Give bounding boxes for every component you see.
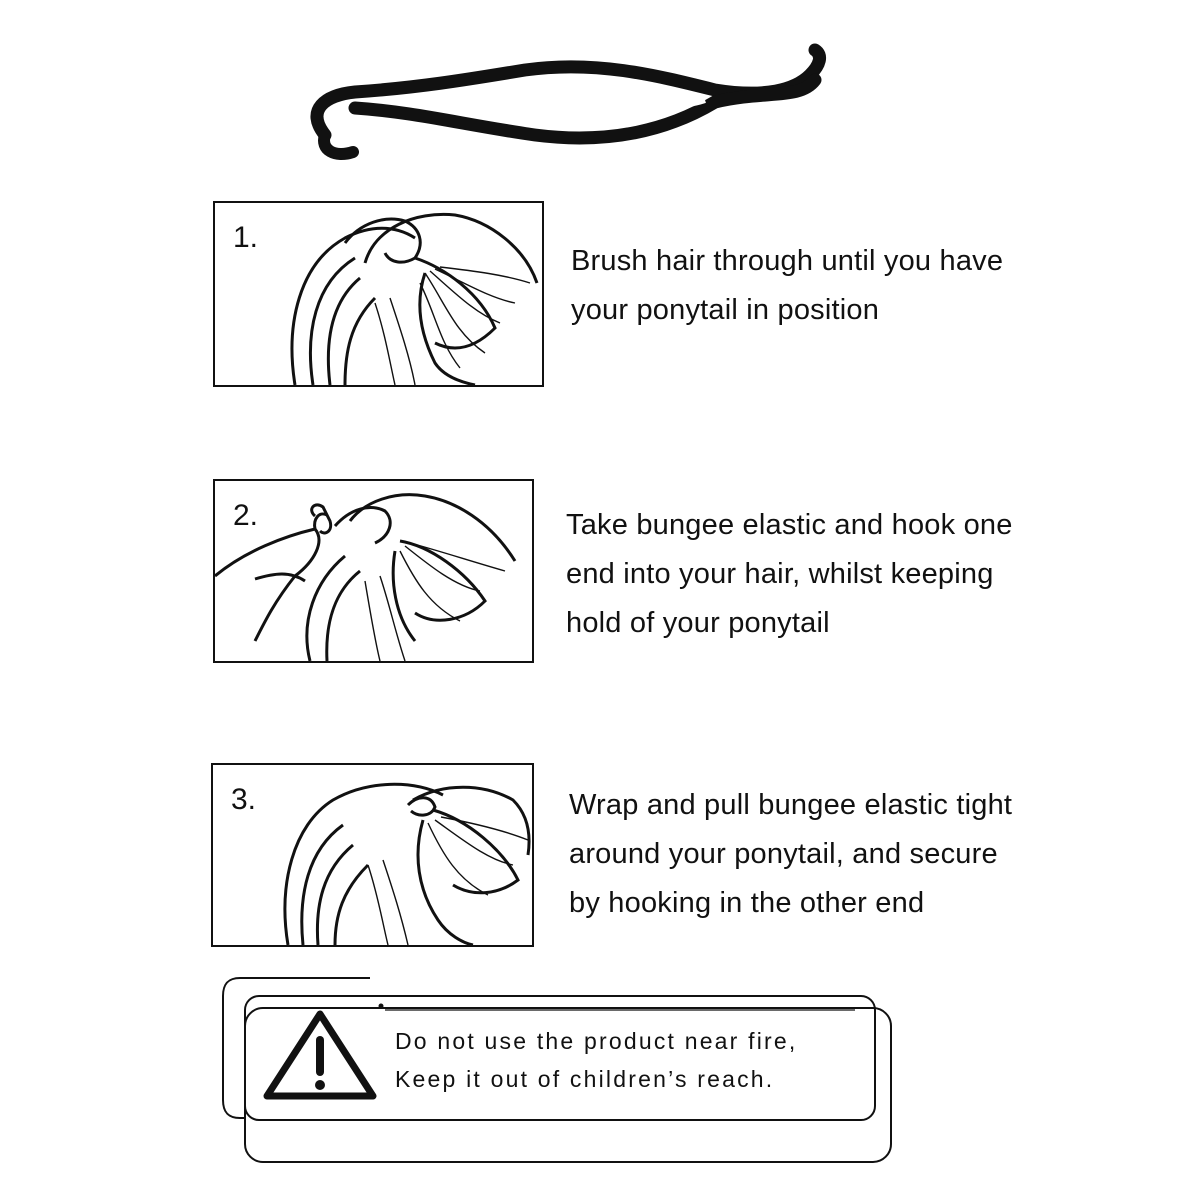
step-1-number: 1. <box>233 221 259 254</box>
step-3-text: Wrap and pull bungee elastic tight around your ponytail, and secure by hooking in the other end <box>569 789 1013 919</box>
warning-triangle-icon <box>263 1008 378 1100</box>
bungee-hook-illustration <box>295 40 855 180</box>
step-1-illustration-box <box>213 201 544 387</box>
step-2-text: Take bungee elastic and hook one end into your hair, whilst keeping hold of your ponytail <box>566 509 1013 639</box>
step-2-illustration-box <box>213 479 534 663</box>
wrap-secure-illustration <box>273 765 532 945</box>
hook-insert-illustration <box>215 481 532 661</box>
step-3-number: 3. <box>231 783 257 816</box>
hair-brush-illustration <box>275 203 544 385</box>
step-3-illustration-box <box>211 763 534 947</box>
step-1-text: Brush hair through until you have your ponytail in position <box>571 245 1004 326</box>
warning-text: Do not use the product near fire, Keep it out of children’s reach. <box>395 1028 798 1092</box>
step-2-number: 2. <box>233 499 259 532</box>
